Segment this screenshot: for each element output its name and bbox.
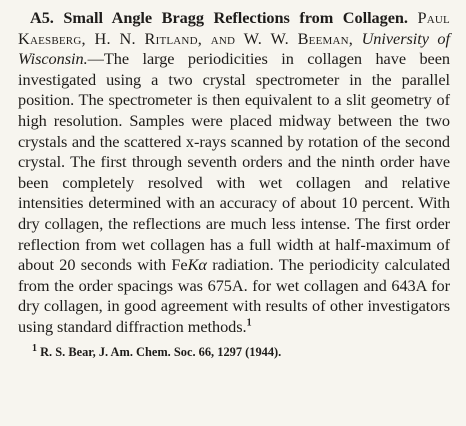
- footnote-reference-mark: 1: [246, 317, 252, 329]
- abstract-title: A5. Small Angle Bragg Reflections from Collagen.: [30, 8, 408, 27]
- abstract-paragraph: [18, 8, 450, 338]
- footnote: [32, 344, 450, 360]
- abstract-body-part1: —The large periodicities in collagen have been investigated using a two crystal spectrometer in the parallel position. The spectrometer is then equivalent to a slit geometry of high resolution. Samples were placed midway between the two crystals and the scattered x-rays scanned by rotation of the second crystal. The first through seventh orders and the ninth order have been completely resolved with wet collagen and relative intensities determined with an accuracy of about 10 percent. With dry collagen, the reflections are much less intense. The first order reflection from wet collagen has a full width at half-maximum of about 20 seconds with Fe: [18, 49, 450, 275]
- affiliation: University of Wisconsin.: [18, 28, 450, 69]
- footnote-marker: 1: [32, 342, 37, 354]
- footnote-text: R. S. Bear, J. Am. Chem. Soc. 66, 1297 (1944).: [40, 344, 282, 359]
- author-list: Paul Kaesberg, H. N. Ritland, and W. W. Beeman,: [18, 8, 450, 48]
- radiation-symbol: Kα: [187, 255, 207, 275]
- abstract-body-part2: radiation. The periodicity calculated from the order spacings was 675A. for wet collagen and 643A for dry collagen, in good agreement with results of other investigators using standard diffraction methods.: [18, 255, 450, 336]
